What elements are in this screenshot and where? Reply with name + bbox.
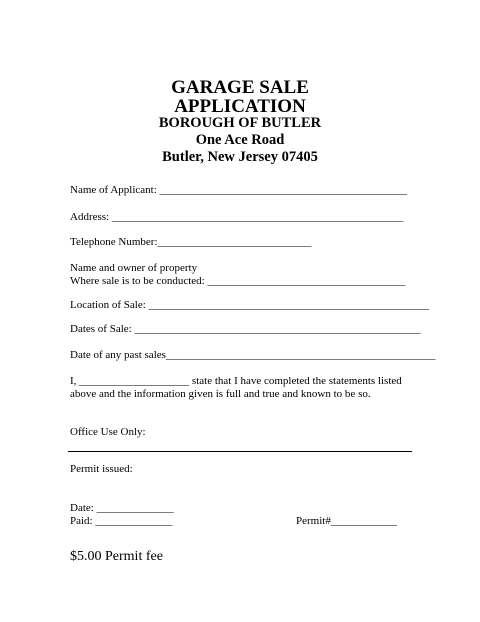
statement-line-2: above and the information given is full and true and known to be so. [70,388,371,400]
statement-line-1[interactable]: I, ____________________ state that I have completed the statements listed [70,375,402,387]
borough-name: BOROUGH OF BUTLER [158,115,322,131]
location-field[interactable]: Location of Sale: ___________________________________________________ [70,299,430,311]
city-state-zip: Butler, New Jersey 07405 [162,149,318,165]
street-address: One Ace Road [195,132,285,148]
address-field[interactable]: Address: _____________________________________________________ [70,211,404,223]
date-field[interactable]: Date: ______________ [70,502,174,514]
permit-issued-label: Permit issued: [70,463,133,475]
form-title-line-1: GARAGE SALE [171,77,309,98]
property-owner-label: Name and owner of property [70,262,198,274]
telephone-field[interactable]: Telephone Number:____________________________ [70,236,312,248]
past-sales-field[interactable]: Date of any past sales_________________________________________________ [70,349,436,361]
paid-field[interactable]: Paid: ______________ [70,515,173,527]
office-use-heading: Office Use Only: [70,426,146,438]
permit-number-field[interactable]: Permit#____________ [296,515,397,527]
permit-fee: $5.00 Permit fee [70,549,163,564]
dates-field[interactable]: Dates of Sale: ____________________________________________________ [70,323,421,335]
applicant-name-field[interactable]: Name of Applicant: _____________________________________________ [70,184,408,196]
office-divider [68,451,412,452]
property-owner-field[interactable]: Where sale is to be conducted: ____________________________________ [70,275,406,287]
form-title-line-2: APPLICATION [174,96,306,117]
